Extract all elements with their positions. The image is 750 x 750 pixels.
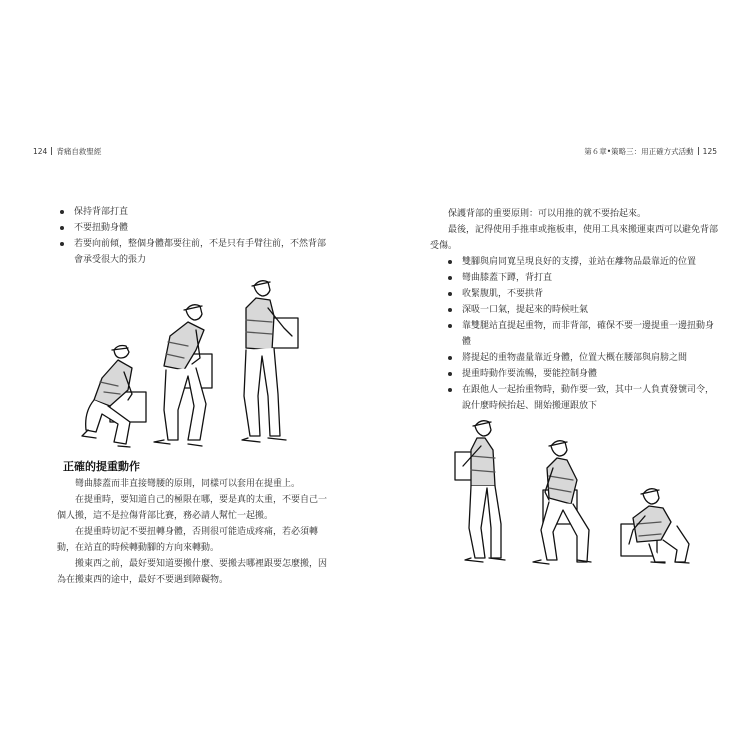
bullet-dot xyxy=(448,292,452,296)
book-title: 背痛自救聖經 xyxy=(56,147,102,156)
bullet-dot xyxy=(448,372,452,376)
figure-bending xyxy=(533,441,591,564)
lifting-sequence-illustration xyxy=(70,280,325,450)
figure-standing xyxy=(455,421,505,562)
list-item: 保持背部打直 xyxy=(57,204,332,220)
left-running-header xyxy=(33,146,101,157)
header-separator xyxy=(698,147,699,155)
bullet-dot xyxy=(448,324,452,328)
figure-squatting xyxy=(621,489,689,563)
list-item: 收緊腹肌，不要拱背 xyxy=(445,286,715,302)
list-item: 若要向前傾，整個身體都要往前，不是只有手臂往前，不然背部會承受很大的張力 xyxy=(57,236,332,268)
left-bullet-list xyxy=(57,204,332,268)
bullet-dot xyxy=(448,276,452,280)
right-bullet-list xyxy=(445,254,715,414)
list-item: 不要扭動身體 xyxy=(57,220,332,236)
left-page-number: 124 xyxy=(33,147,48,156)
lowering-sequence-illustration xyxy=(445,420,700,570)
bullet-dot xyxy=(448,388,452,392)
bullet-dot xyxy=(448,356,452,360)
intro-paragraph: 最後，記得使用手推車或拖板車，使用工具來搬運東西可以避免背部受傷。 xyxy=(430,225,719,251)
figure-standing xyxy=(242,281,298,442)
bullet-dot xyxy=(60,242,64,246)
paragraph: 在提重時，要知道自己的極限在哪，要是真的太重，不要自己一個人搬，這不是拉傷背部比賽，務必請人幫忙一起搬。 xyxy=(57,495,328,521)
bullet-dot xyxy=(448,260,452,264)
bullet-dot xyxy=(60,210,64,214)
header-separator xyxy=(51,147,52,155)
strategy-label: 策略三：用正確方式活動 xyxy=(611,147,694,156)
list-item: 在跟他人一起抬重物時，動作要一致，其中一人負責發號司令，說什麼時候抬起、開始搬運跟放下 xyxy=(445,382,715,414)
list-item: 提重時動作要流暢，要能控制身體 xyxy=(445,366,715,382)
intro-paragraph: 保護背部的重要原則：可以用推的就不要抬起來。 xyxy=(448,209,647,219)
list-item: 將提起的重物盡量靠近身體，位置大概在腰部與肩膀之間 xyxy=(445,350,715,366)
right-running-header: 第６章•策略三：用正確方式活動 125 xyxy=(584,147,717,156)
list-item: 深吸一口氣，提起來的時候吐氣 xyxy=(445,302,715,318)
list-item: 靠雙腿站直提起重物，而非背部，確保不要一邊提重一邊扭動身體 xyxy=(445,318,715,350)
paragraph: 在提重時切記不要扭轉身體，否則很可能造成疼痛，若必須轉動，在站直的時候轉動腳的方向來轉動。 xyxy=(57,527,319,553)
paragraph: 搬東西之前，最好要知道要搬什麼、要搬去哪裡跟要怎麼搬，因為在搬東西的途中，最好不要遇到障礙物。 xyxy=(57,559,328,585)
right-page-number: 125 xyxy=(702,147,717,156)
bullet-dot xyxy=(448,308,452,312)
list-item: 彎曲膝蓋下蹲，背打直 xyxy=(445,270,715,286)
figure-rising xyxy=(154,305,212,446)
chapter-label: 第６章 xyxy=(584,147,607,156)
bullet-dot xyxy=(60,226,64,230)
right-page xyxy=(375,0,750,750)
figure-squatting xyxy=(82,346,146,448)
list-item: 雙腳與肩同寬呈現良好的支撐，並站在離物品最靠近的位置 xyxy=(445,254,715,270)
paragraph: 彎曲膝蓋而非直接彎腰的原則，同樣可以套用在提重上。 xyxy=(75,479,301,489)
section-heading: 正確的提重動作 xyxy=(63,460,140,473)
